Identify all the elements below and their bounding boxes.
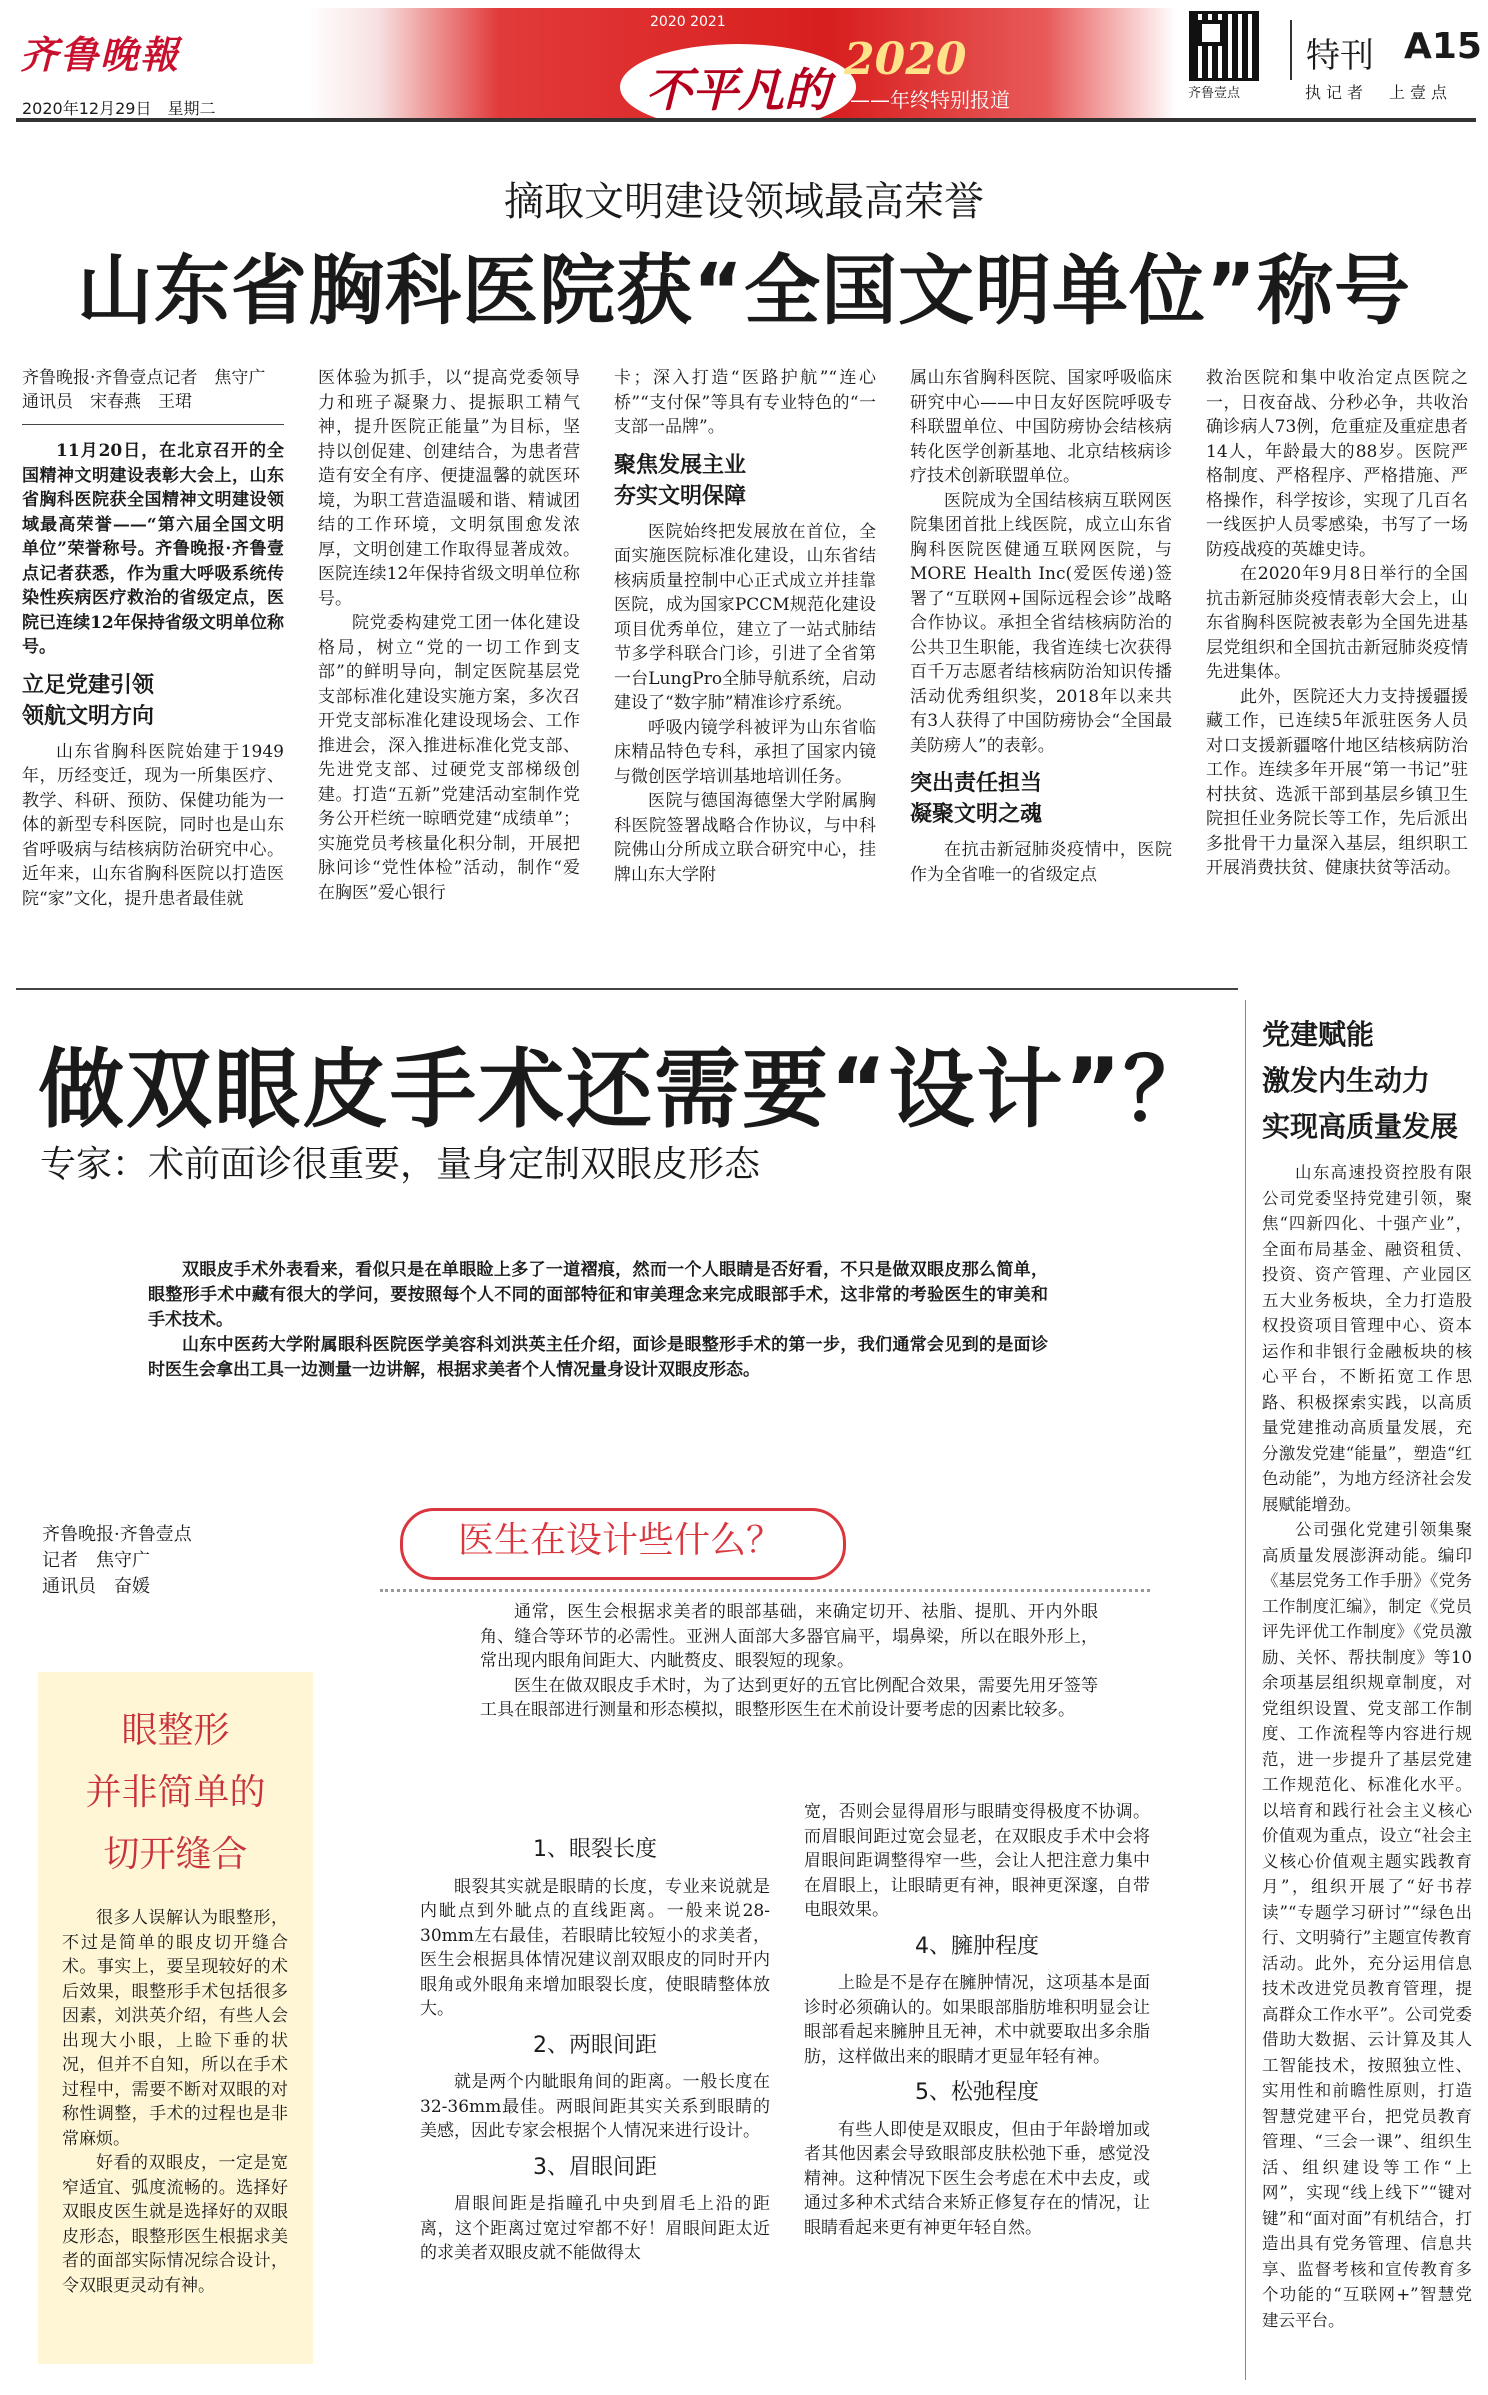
article2-column-left	[420, 1826, 770, 2266]
article1-column-5	[1206, 366, 1468, 881]
masthead-logo: 齐鲁晚報	[20, 32, 181, 77]
editor-line: 执记者 上壹点	[1305, 83, 1453, 102]
paragraph: 属山东省胸科医院、国家呼吸临床研究中心——中日友好医院呼吸专科联盟单位、中国防痨协会结核病转化医学创新基地、北京结核病诊疗技术创新联盟单位。	[910, 368, 1172, 486]
qr-code-icon[interactable]	[1192, 14, 1256, 78]
paragraph: 医院始终把发展放在首位，全面实施医院标准化建设，山东省结核病质量控制中心正式成立并挂靠医院，成为国家PCCM规范化建设项目优秀单位，建立了一站式肺结节多学科联合门诊，引进了全省第一台LungPro全肺导航系统，启动建设了“数字肺”精准诊疗系统。	[614, 521, 876, 713]
paragraph: 山东高速投资控股有限公司党委坚持党建引领，聚焦“四新四化、十强产业”，全面布局基金、融资租赁、投资、资产管理、产业园区五大业务板块，全力打造股权投资项目管理中心、资本运作和非银行金融板块的核心平台，不断拓宽工作思路、积极探索实践，以高质量党建推动高质量发展，充分激发党建“能量”，塑造“红色动能”，为地方经济社会发展赋能增劲。	[1262, 1163, 1472, 1514]
article1-headline: 山东省胸科医院获“全国文明单位”称号	[77, 246, 1411, 335]
article1-column-2	[318, 366, 580, 905]
paragraph: 眉眼间距是指瞳孔中央到眉毛上沿的距离，这个距离过宽过窄都不好！眉眼间距太近的求美者双眼皮就不能做得太	[420, 2194, 770, 2263]
paragraph: 公司强化党建引领集聚高质量发展澎湃动能。编印《基层党务工作手册》《党务工作制度汇编》，制定《党员评先评优工作制度》《党员激励、关怀、帮扶制度》等10余项基层组织规章制度，对党组织设置、党支部工作制度、工作流程等内容进行规范，进一步提升了基层党建工作规范化、标准化水平。以培育和践行社会主义核心价值观为重点，设立“社会主义核心价值观主题实践教育月”，组织开展了“好书荐读”“专题学习研讨”“绿色出行、文明骑行”主题宣传教育活动。此外，充分运用信息技术改进党员教育管理，提高群众工作水平”。公司党委借助大数据、云计算及其人工智能技术，按照独立性、实用性和前瞻性原则，打造智慧党建平台，把党员教育管理、“三会一课”、组织生活、组织建设等工作“上网”，实现“线上线下”“键对键”和“面对面”有机结合，打造出具有党务管理、信息共享、监督考核和宣传教育多个功能的“互联网+”智慧党建云平台。	[1262, 1520, 1472, 2330]
dotted-divider	[380, 1589, 1150, 1592]
paragraph: 医院与德国海德堡大学附属胸科医院签署战略合作协议，与中科院佛山分所成立联合研究中心，挂牌山东大学附	[614, 791, 876, 885]
article1-byline	[22, 366, 284, 414]
qr-label: 齐鲁壹点	[1188, 86, 1241, 101]
paragraph: 救治医院和集中收治定点医院之一，日夜奋战、分秒必争，共收治确诊病人73例，危重症及重症患者14人，年龄最大的88岁。医院严格制度、严格程序、严格措施、严格操作，科学按诊，实现了几百名一线医护人员零感染，书写了一场防疫战疫的英雄史诗。	[1206, 368, 1468, 560]
paragraph: 在抗击新冠肺炎疫情中，医院作为全省唯一的省级定点	[910, 840, 1172, 885]
article3-title: 党建赋能 激发内生动力 实现高质量发展	[1262, 1018, 1459, 1143]
subhead-eye-length: 1、眼裂长度	[533, 1837, 657, 1862]
article2-deck: 专家：术前面诊很重要，量身定制双眼皮形态	[40, 1144, 761, 1185]
paragraph: 很多人误解认为眼整形，不过是简单的眼皮切开缝合术。事实上，要呈现较好的术后效果，眼整形手术包括很多因素，刘洪英介绍，有些人会出现大小眼，上睑下垂的状况，但并不自知，所以在手术过程中，需要不断对双眼的对称性调整，手术的过程也是非常麻烦。	[62, 1908, 288, 2149]
paragraph: 好看的双眼皮，一定是宽窄适宜、弧度流畅的。选择好双眼皮医生就是选择好的双眼皮形态，眼整形医生根据求美者的面部实际情况综合设计，令双眼更灵动有神。	[62, 2153, 288, 2296]
subhead-laxity: 5、松弛程度	[915, 2080, 1039, 2105]
byline-reporter: 齐鲁晚报·齐鲁壹点记者 焦守广	[22, 368, 266, 388]
article1-column-4	[910, 366, 1172, 887]
column-divider	[1245, 1000, 1246, 2380]
article1-subhead-1: 立足党建引领 领航文明方向	[22, 672, 155, 729]
article2-intro	[148, 1258, 1048, 1383]
sidebar-text	[62, 1906, 288, 2298]
sidebar-title-line-3: 切开缝合	[103, 1834, 248, 1875]
paragraph: 通常，医生会根据求美者的眼部基础，来确定切开、祛脂、提肌、开内外眼角、缝合等环节的必需性。亚洲人面部大多器官扁平，塌鼻梁，所以在眼外形上，常出现内眼角间距大、内眦赘皮、眼裂短的现象。	[480, 1602, 1098, 1671]
article1-subhead-2: 聚焦发展主业 夯实文明保障	[614, 452, 747, 509]
byline-correspondent: 通讯员 宋春燕 王珺	[22, 392, 192, 412]
paragraph: 卡；深入打造“医路护航”“连心桥”“支付保”等具有专业特色的“一支部一品牌”。	[614, 368, 876, 437]
article1-subhead-3: 突出责任担当 凝聚文明之魂	[910, 771, 1043, 827]
paragraph: 在2020年9月8日举行的全国抗击新冠肺炎疫情表彰大会上，山东省胸科医院被表彰为全国先进基层党组织和全国抗击新冠肺炎疫情先进集体。	[1206, 564, 1468, 682]
byline-rule	[22, 424, 284, 425]
paragraph: 山东中医药大学附属眼科医院医学美容科刘洪英主任介绍，面诊是眼整形手术的第一步，我们通常会见到的是面诊时医生会拿出工具一边测量一边讲解，根据求美者个人情况量身设计双眼皮形态。	[148, 1335, 1048, 1380]
article2-byline	[42, 1522, 192, 1600]
paragraph: 呼吸内镜学科被评为山东省临床精品特色专科，承担了国家内镜与微创医学培训基地培训任务。	[614, 717, 876, 787]
banner-subtitle: ——年终特别报道	[850, 88, 1010, 112]
paragraph: 上睑是不是存在臃肿情况，这项基本是面诊时必须确认的。如果眼部脂肪堆积明显会让眼部看起来臃肿且无神，术中就要取出多余脂肪，这样做出来的眼睛才更显年轻有神。	[804, 1973, 1150, 2067]
article2-column-right	[804, 1800, 1150, 2240]
paragraph: 医体验为抓手，以“提高党委领导力和班子凝聚力、提振职工精气神，提升医院正能量”为目标，坚持以创促建、创建结合，为患者营造有安全有序、便捷温馨的就医环境，为职工营造温暖和谐、精诚团结的工作环境，文明氛围愈发浓厚，文明创建工作取得显著成效。医院连续12年保持省级文明单位称号。	[318, 368, 580, 609]
paragraph: 眼裂其实就是眼睛的长度，专业来说就是内眦点到外眦点的直线距离。一般来说28-30mm左右最佳，若眼睛比较短小的求美者，医生会根据具体情况建议剖双眼皮的同时开内眼角或外眼角来增加眼裂长度，使眼睛整体放大。	[420, 1876, 770, 2019]
banner-main-title: 不平凡的	[620, 44, 856, 130]
article1-kicker: 摘取文明建设领域最高荣誉	[504, 179, 984, 225]
section-divider	[16, 988, 1238, 990]
sidebar-title-line-2: 并非简单的	[85, 1772, 266, 1813]
byline-reporter: 记者 焦守广	[42, 1550, 150, 1571]
paragraph: 有些人即使是双眼皮，但由于年龄增加或者其他因素会导致眼部皮肤松弛下垂，感觉没精神。这种情况下医生会考虑在术中去皮，或通过多种术式结合来矫正修复存在的情况，让眼睛看起来更有神更年轻自然。	[804, 2119, 1150, 2238]
page-number: A15	[1404, 26, 1482, 67]
sidebar-title-line-1: 眼整形	[121, 1710, 230, 1751]
paragraph: 就是两个内眦眼角间的距离。一般长度在32-36mm最佳。两眼间距其实关系到眼睛的美感，因此专家会根据个人情况来进行设计。	[420, 2072, 770, 2141]
paragraph: 医院成为全国结核病互联网医院集团首批上线医院，成立山东省胸科医院医健通互联网医院，与MORE Health Inc(爱医传递)签署了“互联网+国际远程会诊”战略合作协议。承担全省结核病防治的公共卫生职能，我省连续七次获得百千万志愿者结核病防治知识传播活动优秀组织奖，2018年以来共有3人获得了中国防痨协会“全国最美防痨人”的表彰。	[910, 490, 1172, 756]
article3-body	[1262, 1160, 1472, 2333]
article1-lead: 11月20日，在北京召开的全国精神文明建设表彰大会上，山东省胸科医院获全国精神文明建设领域最高荣誉——“第六届全国文明单位”荣誉称号。齐鲁晚报·齐鲁壹点记者获悉，作为重大呼吸系统传染性疾病医疗救治的省级定点，医院已连续12年保持省级文明单位称号。	[22, 441, 284, 657]
section-title: 医生在设计些什么？	[457, 1520, 782, 1561]
paragraph: 医生在做双眼皮手术时，为了达到更好的五官比例配合效果，需要先用牙签等工具在眼部进行测量和形态模拟，眼整形医生在术前设计要考虑的因素比较多。	[480, 1675, 1098, 1720]
subhead-swelling: 4、臃肿程度	[915, 1933, 1039, 1959]
article2-section-intro	[480, 1600, 1098, 1723]
banner-small-years: 2020 2021	[650, 14, 726, 30]
banner-year: 2020	[844, 34, 967, 85]
article1-column-3	[614, 366, 876, 887]
subhead-brow-eye-distance: 3、眉眼间距	[533, 2154, 657, 2180]
paragraph: 此外，医院还大力支持援疆援藏工作，已连续5年派驻医务人员对口支援新疆喀什地区结核病防治工作。连续多年开展“第一书记”驻村扶贫、选派干部到基层乡镇卫生院担任业务院长等工作，先后派出多批骨干力量深入基层，组织职工开展消费扶贫、健康扶贫等活动。	[1206, 686, 1468, 878]
byline-correspondent: 通讯员 奋媛	[42, 1576, 150, 1597]
paragraph: 双眼皮手术外表看来，看似只是在单眼睑上多了一道褶痕，然而一个人眼睛是否好看，不只是做双眼皮那么简单，眼整形手术中藏有很大的学问，要按照每个人不同的面部特征和审美理念来完成眼部手术，这非常的考验医生的审美和手术技术。	[148, 1260, 1048, 1330]
page-category: 特刊	[1306, 36, 1374, 76]
paragraph: 院党委构建党工团一体化建设格局，树立“党的一切工作到支部”的鲜明导向，制定医院基层党支部标准化建设实施方案，多次召开党支部标准化建设现场会、工作推进会，深入推进标准化党支部、先进党支部、过硬党支部梯级创建。打造“五新”党建活动室制作党务公开栏统一晾晒党建“成绩单”；实施党员考核量化积分制，开展把脉问诊“党性体检”活动，制作“爱在胸医”爱心银行	[318, 613, 580, 903]
byline-outlet: 齐鲁晚报·齐鲁壹点	[42, 1524, 192, 1545]
article2-headline: 做双眼皮手术还需要“设计”？	[38, 1040, 1212, 1140]
issue-date: 2020年12月29日 星期二	[22, 99, 216, 118]
article1-column-1	[22, 366, 284, 911]
subhead-eye-distance: 2、两眼间距	[533, 2032, 657, 2058]
paragraph: 山东省胸科医院始建于1949年，历经变迁，现为一所集医疗、教学、科研、预防、保健功能为一体的新型专科医院，同时也是山东省呼吸病与结核病防治研究中心。近年来，山东省胸科医院以打造医院“家”文化，提升患者最佳就	[22, 741, 284, 909]
paragraph: 宽，否则会显得眉形与眼睛变得极度不协调。而眉眼间距过宽会显老，在双眼皮手术中会将眉眼间距调整得窄一些，会让人把注意力集中在眉眼上，让眼睛更有神，眼神更深邃，自带电眼效果。	[804, 1802, 1150, 1920]
header-rule	[16, 118, 1476, 122]
header-divider	[1290, 20, 1292, 80]
